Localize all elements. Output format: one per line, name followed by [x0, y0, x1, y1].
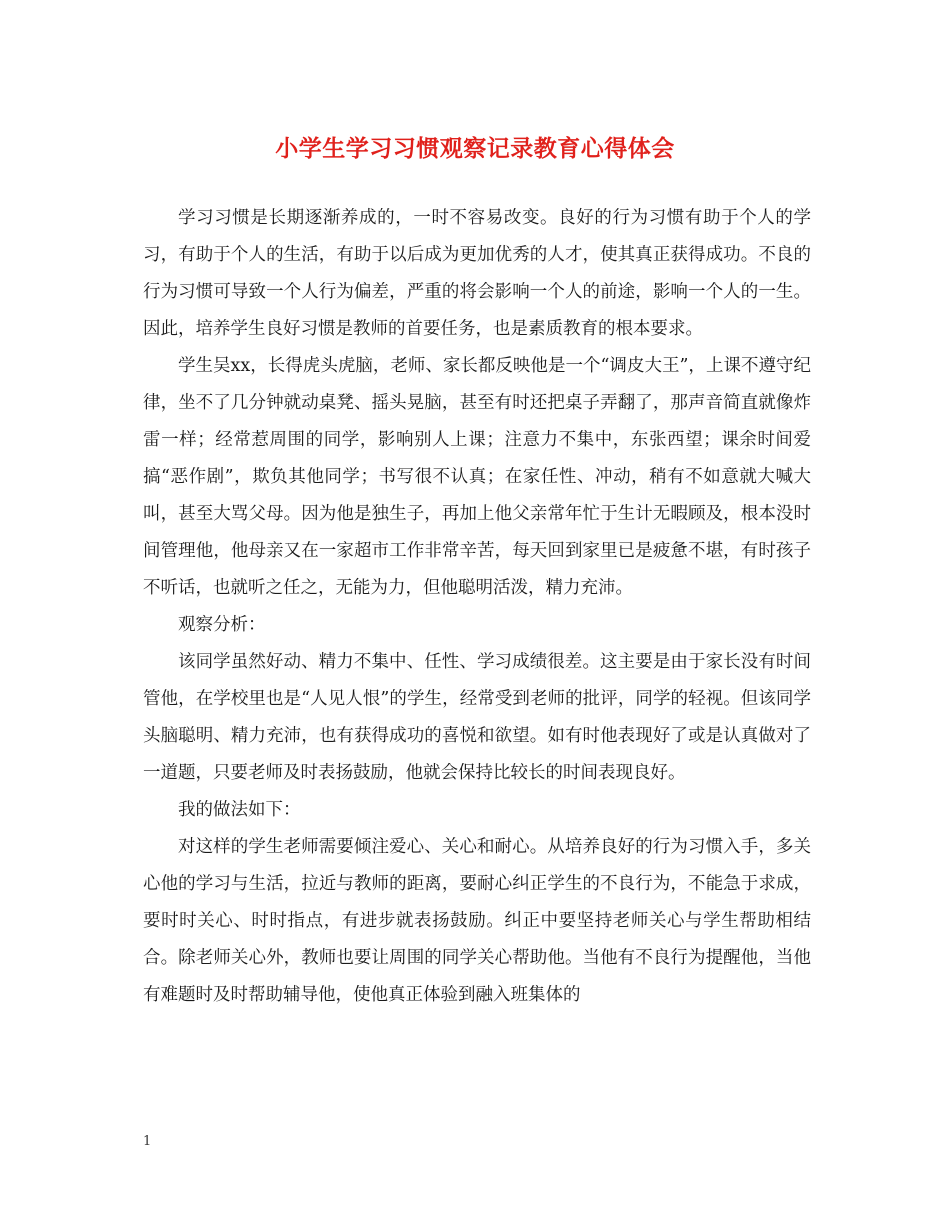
heading-observation-analysis: 观察分析： — [178, 615, 266, 635]
paragraph-analysis: 该同学虽然好动、精力不集中、任性、学习成绩很差。这主要是由于家长没有时间管他，在学校里也是“人见人恨”的学生，经常受到老师的批评，同学的轻视。但该同学头脑聪明、精力充沛，也有获得成功的喜悦和欲望。如有时他表现好了或是认真做对了一道题，只要老师及时表扬鼓励，他就会保持比较长的时间表现良好。 — [143, 652, 811, 783]
page-number: 1 — [143, 1134, 152, 1149]
document-body — [143, 200, 811, 1014]
heading-my-approach: 我的做法如下： — [178, 800, 301, 820]
paragraph-student-description: 学生吴xx，长得虎头虎脑，老师、家长都反映他是一个“调皮大王”，上课不遵守纪律，坐不了几分钟就动桌凳、摇头晃脑，甚至有时还把桌子弄翻了，那声音简直就像炸雷一样；经常惹周围的同学，影响别人上课；注意力不集中，东张西望；课余时间爱搞“恶作剧”，欺负其他同学；书写很不认真；在家任性、冲动，稍有不如意就大喊大叫，甚至大骂父母。因为他是独生子，再加上他父亲常年忙于生计无暇顾及，根本没时间管理他，他母亲又在一家超市工作非常辛苦，每天回到家里已是疲惫不堪，有时孩子不听话，也就听之任之，无能为力，但他聪明活泼，精力充沛。 — [143, 356, 811, 598]
paragraph-approach: 对这样的学生老师需要倾注爱心、关心和耐心。从培养良好的行为习惯入手，多关心他的学习与生活，拉近与教师的距离，要耐心纠正学生的不良行为，不能急于求成，要时时关心、时时指点，有进步就表扬鼓励。纠正中要坚持老师关心与学生帮助相结合。除老师关心外，教师也要让周围的同学关心帮助他。当他有不良行为提醒他，当他有难题时及时帮助辅导他，使他真正体验到融入班集体的 — [143, 837, 811, 1005]
paragraph-intro: 学习习惯是长期逐渐养成的，一时不容易改变。良好的行为习惯有助于个人的学习，有助于个人的生活，有助于以后成为更加优秀的人才，使其真正获得成功。不良的行为习惯可导致一个人行为偏差，严重的将会影响一个人的前途，影响一个人的一生。因此，培养学生良好习惯是教师的首要任务，也是素质教育的根本要求。 — [143, 208, 811, 339]
document-title: 小学生学习习惯观察记录教育心得体会 — [275, 135, 675, 162]
